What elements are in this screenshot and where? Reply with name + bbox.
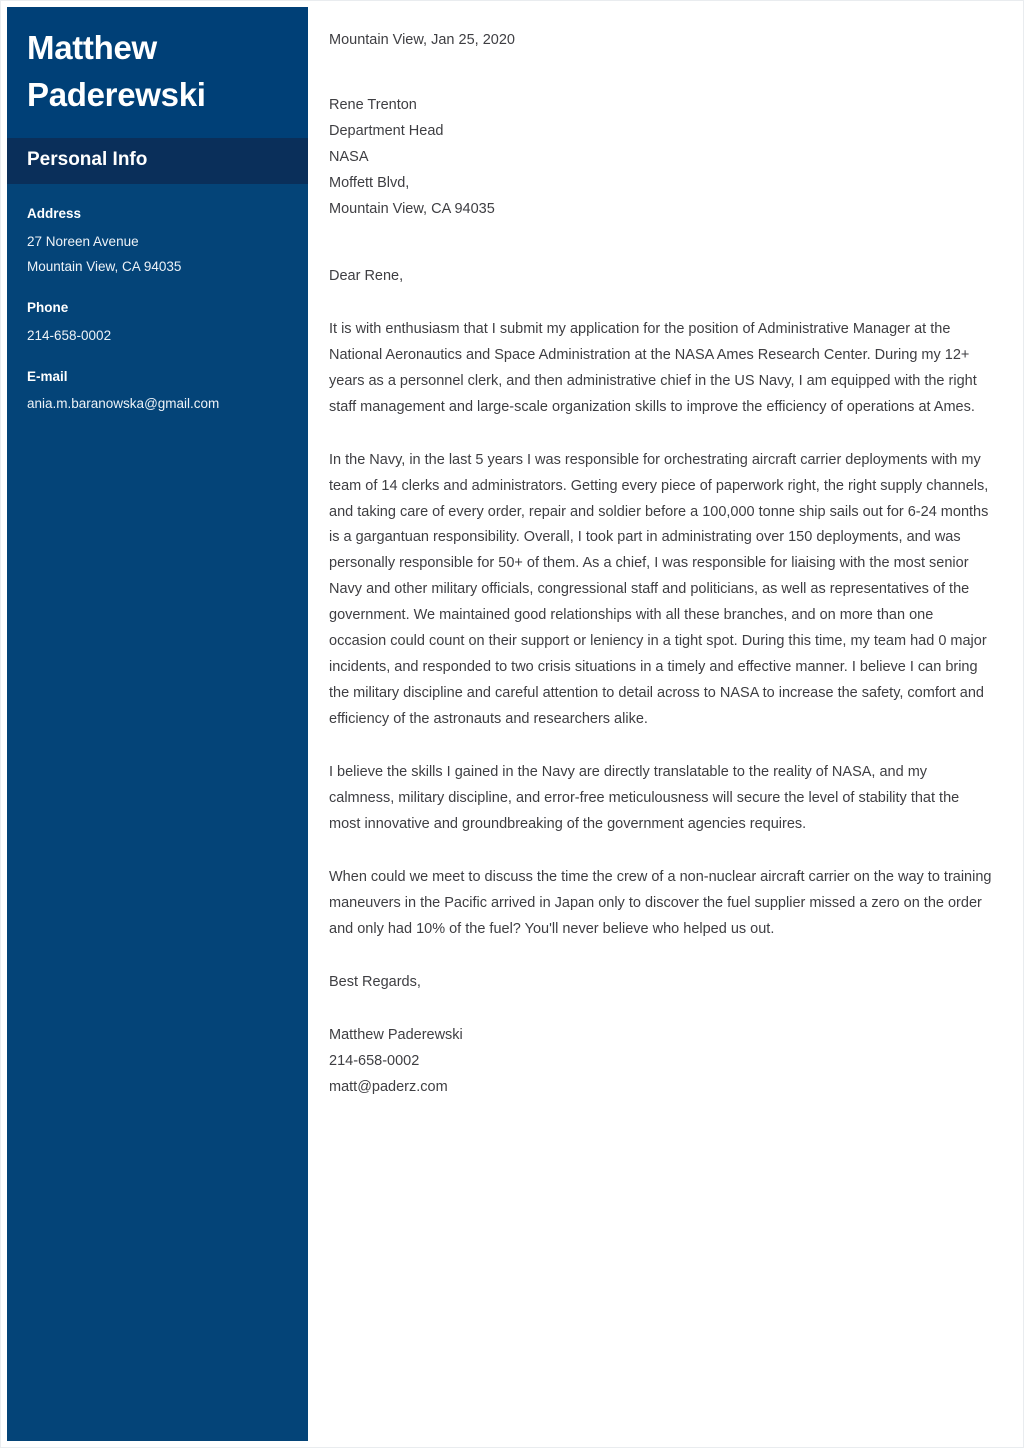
body-paragraph-1: It is with enthusiasm that I submit my application for the position of Administrative Manager at the National Aeronautics and Space Administration at the NASA Ames Research Center. During my 12+ years as a personnel clerk, and then administrative chief in the US Navy, I am equipped with the right staff management and large-scale organization skills to improve the efficiency of operations at Ames. <box>329 320 977 415</box>
letter-date: Mountain View, Jan 25, 2020 <box>329 32 515 48</box>
email-label: E-mail <box>27 368 68 384</box>
contact-group-address <box>27 204 288 280</box>
body-paragraph-4: When could we meet to discuss the time the crew of a non-nuclear aircraft carrier on the way to training maneuvers in the Pacific arrived in Japan only to discover the fuel supplier missed a zero on the order and only had 10% of the fuel? You'll never believe who helped us out. <box>329 868 992 937</box>
signature-block <box>329 1023 993 1101</box>
sidebar <box>7 7 308 1441</box>
addressee-organization: NASA <box>329 149 369 165</box>
addressee-street: Moffett Blvd, <box>329 174 410 191</box>
address-line-2: Mountain View, CA 94035 <box>27 259 182 275</box>
personal-info-band <box>7 138 308 184</box>
addressee-name: Rene Trenton <box>329 97 417 114</box>
contact-group-email <box>27 367 288 418</box>
personal-info-heading: Personal Info <box>27 149 148 170</box>
address-line-1: 27 Noreen Avenue <box>27 233 139 249</box>
email-value[interactable]: ania.m.baranowska@gmail.com <box>27 396 220 412</box>
body-paragraph-2: In the Navy, in the last 5 years I was responsible for orchestrating aircraft carrier deployments with my team of 14 clerks and administrators. Getting every piece of paperwork right, the right supply channels, and taking care of every order, repair and soldier before a 100,000 tonne ship sails out for 6-24 months is a gargantuan responsibility. Overall, I took part in administrating over 150 deployments, and was personally responsible for 50+ of them. As a chief, I was responsible for liaising with the most senior Navy and other military officials, congressional staff and politicians, as well as representatives of the government. We maintained good relationships with all these branches, and on more than one occasion could count on their support or leniency in a tight spot. During this time, my team had 0 major incidents, and responded to two crisis situations in a timely and effective manner. I believe I can bring the military discipline and careful attention to detail across to NASA to increase the safety, comfort and efficiency of the astronauts and researchers alike. <box>329 451 989 728</box>
signature-phone[interactable]: 214-658-0002 <box>329 1052 420 1069</box>
candidate-last-name: Paderewski <box>27 75 206 113</box>
addressee-block <box>329 93 993 223</box>
signature-name: Matthew Paderewski <box>329 1026 463 1043</box>
salutation: Dear Rene, <box>329 267 404 284</box>
addressee-city-state-zip: Mountain View, CA 94035 <box>329 200 495 217</box>
signature-email[interactable]: matt@paderz.com <box>329 1078 448 1095</box>
closing-salutation: Best Regards, <box>329 973 421 990</box>
body-paragraph-3: I believe the skills I gained in the Navy are directly translatable to the reality of NASA, and my calmness, military discipline, and error-free meticulousness will secure the level of stability that the most innovative and groundbreaking of the government agencies requires. <box>329 764 960 833</box>
personal-info-list <box>7 184 308 417</box>
sidebar-header <box>7 7 308 138</box>
phone-value[interactable]: 214-658-0002 <box>27 327 112 343</box>
letter-content <box>308 7 1017 1441</box>
candidate-first-name: Matthew <box>27 29 157 66</box>
phone-label: Phone <box>27 300 69 315</box>
address-label: Address <box>27 205 82 221</box>
contact-group-phone <box>27 298 288 349</box>
candidate-name <box>27 25 288 119</box>
addressee-title: Department Head <box>329 123 444 140</box>
